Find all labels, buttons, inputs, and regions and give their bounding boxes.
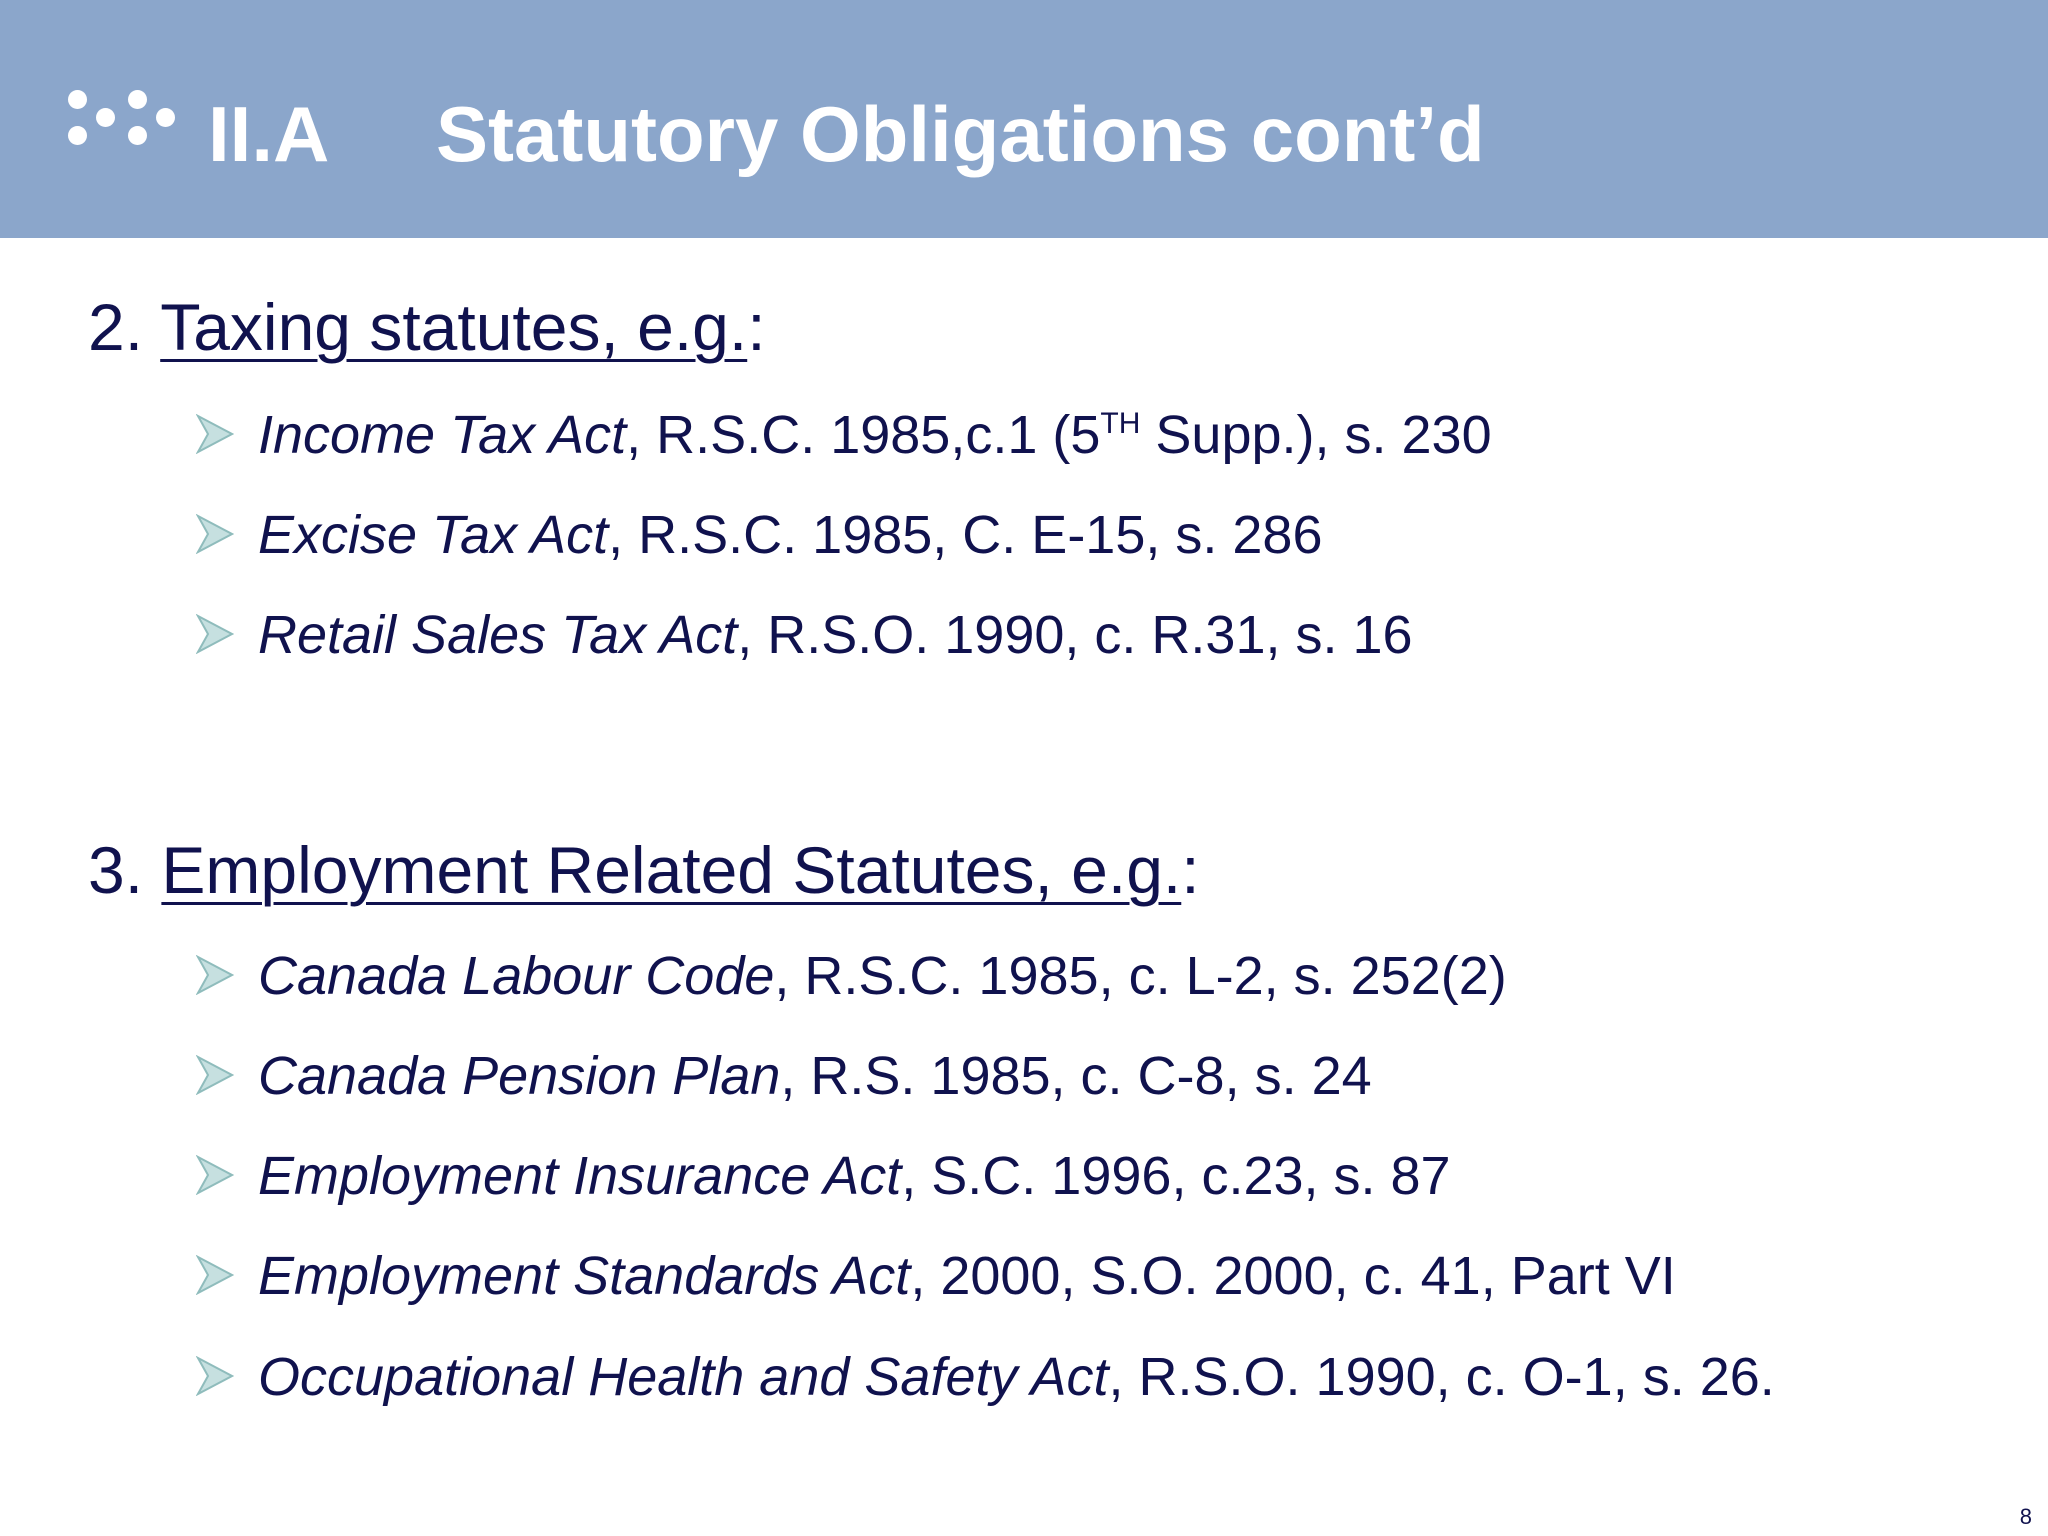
dots-logo-icon: [66, 88, 174, 160]
arrowhead-bullet-icon: [196, 414, 234, 454]
section-heading-taxing: [88, 287, 766, 367]
arrowhead-bullet-icon: [196, 1255, 234, 1295]
citation-text: Supp.), s. 230: [1140, 405, 1492, 465]
act-name: Excise Tax Act: [258, 505, 609, 565]
arrowhead-bullet-icon: [196, 1155, 234, 1195]
section-number-label: 2.: [88, 290, 144, 364]
citation-text: , S.C. 1996, c.23, s. 87: [901, 1146, 1451, 1206]
citation-text: , 2000, S.O. 2000, c. 41, Part VI: [910, 1246, 1676, 1306]
section-number-label: 3.: [88, 833, 144, 907]
citation-text: , R.S.C. 1985, C. E-15, s. 286: [608, 505, 1323, 565]
act-name: Canada Pension Plan: [258, 1046, 781, 1106]
heading-colon: :: [747, 290, 766, 364]
section-heading-text: Taxing statutes, e.g.: [160, 290, 748, 364]
section-number: II.A: [208, 90, 330, 178]
act-name: Retail Sales Tax Act: [258, 605, 738, 665]
arrowhead-bullet-icon: [196, 955, 234, 995]
citation-text: , R.S. 1985, c. C-8, s. 24: [780, 1046, 1372, 1106]
statute-citation: [258, 1141, 1451, 1211]
arrowhead-bullet-icon: [196, 514, 234, 554]
statute-citation: [258, 400, 1492, 479]
act-name: Canada Labour Code: [258, 946, 775, 1006]
section-heading-text: Employment Related Statutes, e.g.: [161, 833, 1182, 907]
ordinal-suffix: TH: [1100, 407, 1141, 440]
act-name: Occupational Health and Safety Act: [258, 1347, 1109, 1407]
arrowhead-bullet-icon: [196, 614, 234, 654]
statute-citation: [258, 1241, 1676, 1311]
section-heading-employment: [88, 830, 1200, 910]
statute-citation: [258, 1342, 1775, 1412]
statute-citation: [258, 600, 1413, 670]
arrowhead-bullet-icon: [196, 1055, 234, 1095]
act-name: Employment Insurance Act: [258, 1146, 902, 1206]
slide-title: Statutory Obligations cont’d: [436, 90, 1485, 178]
act-name: Employment Standards Act: [258, 1246, 911, 1306]
arrowhead-bullet-icon: [196, 1356, 234, 1396]
page-number: 8: [2019, 1504, 2032, 1529]
header-bar: [0, 0, 2048, 238]
act-name: Income Tax Act: [258, 405, 627, 465]
statute-citation: [258, 941, 1507, 1011]
citation-text: , R.S.O. 1990, c. R.31, s. 16: [737, 605, 1413, 665]
statute-citation: [258, 1041, 1372, 1111]
citation-text: , R.S.C. 1985,c.1 (5: [626, 405, 1101, 465]
heading-colon: :: [1181, 833, 1200, 907]
citation-text: , R.S.O. 1990, c. O-1, s. 26.: [1108, 1347, 1775, 1407]
citation-text: , R.S.C. 1985, c. L-2, s. 252(2): [774, 946, 1507, 1006]
statute-citation: [258, 500, 1322, 570]
